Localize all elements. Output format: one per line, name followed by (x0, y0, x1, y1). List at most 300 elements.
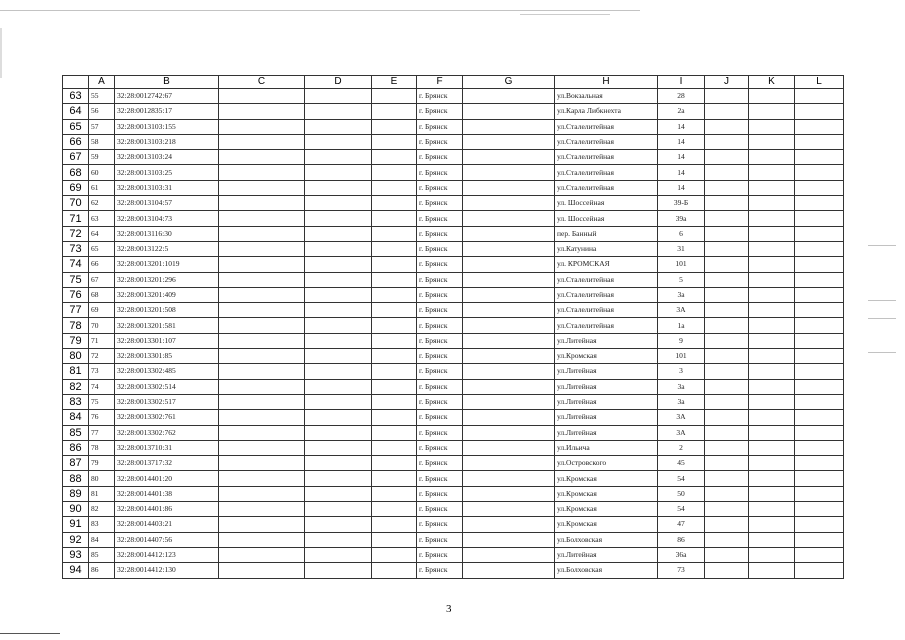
cell-k (749, 104, 795, 119)
spreadsheet-table (62, 75, 844, 579)
cell-e (372, 425, 417, 440)
cell-e (372, 394, 417, 409)
cell-a-index: 64 (89, 226, 115, 241)
cell-g (463, 364, 555, 379)
row-number: 65 (63, 119, 89, 134)
cell-g (463, 104, 555, 119)
cell-cadastral-number: 32:28:0013302:762 (115, 425, 219, 440)
column-header-row (63, 76, 844, 89)
cell-j (705, 303, 749, 318)
cell-k (749, 211, 795, 226)
cell-house-number: 50 (658, 486, 705, 501)
column-header-j: J (705, 76, 749, 89)
cell-street: ул.Литейная (555, 333, 658, 348)
cell-e (372, 226, 417, 241)
scan-artifact-mark (868, 245, 896, 246)
cell-street: ул.Кромская (555, 502, 658, 517)
cell-cadastral-number: 32:28:0013201:1019 (115, 257, 219, 272)
cell-house-number: 3А (658, 425, 705, 440)
cell-e (372, 456, 417, 471)
cell-j (705, 440, 749, 455)
cell-g (463, 318, 555, 333)
cell-a-index: 83 (89, 517, 115, 532)
cell-c (219, 517, 305, 532)
table-row (63, 563, 844, 578)
cell-e (372, 471, 417, 486)
table-row (63, 425, 844, 440)
cell-a-index: 56 (89, 104, 115, 119)
cell-a-index: 78 (89, 440, 115, 455)
cell-house-number: 2 (658, 440, 705, 455)
cell-house-number: 86 (658, 532, 705, 547)
scan-artifact-line (0, 633, 60, 634)
row-number: 80 (63, 349, 89, 364)
cell-cadastral-number: 32:28:0013717:32 (115, 456, 219, 471)
column-header-k: K (749, 76, 795, 89)
cell-j (705, 349, 749, 364)
cell-d (305, 150, 372, 165)
cell-c (219, 89, 305, 104)
cell-street: ул.Сталелитейная (555, 119, 658, 134)
cell-l (795, 333, 844, 348)
cell-cadastral-number: 32:28:0013710:31 (115, 440, 219, 455)
cell-cadastral-number: 32:28:0014401:86 (115, 502, 219, 517)
scan-artifact-line (0, 10, 640, 11)
cell-city: г. Брянск (417, 318, 463, 333)
cell-k (749, 272, 795, 287)
cell-house-number: 9 (658, 333, 705, 348)
cell-g (463, 456, 555, 471)
table-row (63, 89, 844, 104)
row-number: 85 (63, 425, 89, 440)
cell-cadastral-number: 32:28:0013301:85 (115, 349, 219, 364)
cell-l (795, 119, 844, 134)
table-row (63, 456, 844, 471)
cell-a-index: 59 (89, 150, 115, 165)
cell-l (795, 303, 844, 318)
row-number: 84 (63, 410, 89, 425)
cell-k (749, 134, 795, 149)
cell-city: г. Брянск (417, 379, 463, 394)
cell-d (305, 532, 372, 547)
cell-city: г. Брянск (417, 196, 463, 211)
cell-l (795, 563, 844, 578)
row-number: 67 (63, 150, 89, 165)
table-row (63, 104, 844, 119)
cell-city: г. Брянск (417, 333, 463, 348)
cell-k (749, 486, 795, 501)
cell-cadastral-number: 32:28:0014401:20 (115, 471, 219, 486)
cell-a-index: 65 (89, 241, 115, 256)
cell-e (372, 134, 417, 149)
cell-j (705, 180, 749, 195)
cell-g (463, 349, 555, 364)
cell-a-index: 75 (89, 394, 115, 409)
cell-city: г. Брянск (417, 165, 463, 180)
cell-street: ул.Сталелитейная (555, 165, 658, 180)
cell-c (219, 257, 305, 272)
cell-house-number: 14 (658, 150, 705, 165)
cell-k (749, 471, 795, 486)
cell-d (305, 379, 372, 394)
cell-house-number: 14 (658, 119, 705, 134)
cell-d (305, 364, 372, 379)
cell-e (372, 150, 417, 165)
cell-house-number: 101 (658, 257, 705, 272)
cell-cadastral-number: 32:28:0013103:155 (115, 119, 219, 134)
cell-l (795, 394, 844, 409)
cell-g (463, 211, 555, 226)
cell-a-index: 79 (89, 456, 115, 471)
cell-a-index: 71 (89, 333, 115, 348)
row-number: 70 (63, 196, 89, 211)
cell-street: ул.Сталелитейная (555, 150, 658, 165)
cell-a-index: 86 (89, 563, 115, 578)
cell-cadastral-number: 32:28:0013122:5 (115, 241, 219, 256)
cell-city: г. Брянск (417, 119, 463, 134)
cell-k (749, 547, 795, 562)
cell-c (219, 333, 305, 348)
cell-j (705, 394, 749, 409)
cell-street: ул.Кромская (555, 471, 658, 486)
row-number: 76 (63, 287, 89, 302)
cell-d (305, 119, 372, 134)
cell-d (305, 563, 372, 578)
cell-l (795, 150, 844, 165)
cell-k (749, 440, 795, 455)
cell-j (705, 150, 749, 165)
cell-j (705, 104, 749, 119)
cell-g (463, 241, 555, 256)
cell-e (372, 502, 417, 517)
cell-e (372, 119, 417, 134)
cell-l (795, 349, 844, 364)
scan-artifact-line (520, 14, 610, 15)
table-row (63, 303, 844, 318)
cell-k (749, 257, 795, 272)
row-number: 79 (63, 333, 89, 348)
cell-j (705, 89, 749, 104)
cell-l (795, 180, 844, 195)
table-row (63, 272, 844, 287)
cell-city: г. Брянск (417, 440, 463, 455)
cell-street: ул.Сталелитейная (555, 287, 658, 302)
cell-g (463, 502, 555, 517)
cell-house-number: 101 (658, 349, 705, 364)
cell-a-index: 60 (89, 165, 115, 180)
cell-j (705, 134, 749, 149)
cell-house-number: 6 (658, 226, 705, 241)
cell-street: ул.Карла Либкнехта (555, 104, 658, 119)
cell-cadastral-number: 32:28:0013104:57 (115, 196, 219, 211)
cell-cadastral-number: 32:28:0013302:514 (115, 379, 219, 394)
cell-a-index: 82 (89, 502, 115, 517)
cell-k (749, 196, 795, 211)
cell-k (749, 425, 795, 440)
cell-c (219, 318, 305, 333)
cell-g (463, 150, 555, 165)
row-number: 86 (63, 440, 89, 455)
cell-street: ул.Вокзальная (555, 89, 658, 104)
cell-street: ул.Литейная (555, 394, 658, 409)
cell-k (749, 119, 795, 134)
cell-g (463, 89, 555, 104)
cell-d (305, 196, 372, 211)
cell-g (463, 517, 555, 532)
cell-k (749, 532, 795, 547)
table-row (63, 471, 844, 486)
cell-c (219, 486, 305, 501)
cell-city: г. Брянск (417, 456, 463, 471)
table-row (63, 134, 844, 149)
cell-e (372, 349, 417, 364)
row-number: 89 (63, 486, 89, 501)
cell-j (705, 241, 749, 256)
cell-l (795, 410, 844, 425)
cell-l (795, 196, 844, 211)
cell-cadastral-number: 32:28:0013201:296 (115, 272, 219, 287)
cell-house-number: 5 (658, 272, 705, 287)
cell-city: г. Брянск (417, 471, 463, 486)
cell-c (219, 440, 305, 455)
cell-city: г. Брянск (417, 532, 463, 547)
cell-house-number: 3а (658, 287, 705, 302)
table-row (63, 502, 844, 517)
cell-g (463, 440, 555, 455)
cell-a-index: 85 (89, 547, 115, 562)
cell-g (463, 257, 555, 272)
cell-city: г. Брянск (417, 272, 463, 287)
cell-j (705, 532, 749, 547)
column-header-g: G (463, 76, 555, 89)
cell-a-index: 62 (89, 196, 115, 211)
cell-j (705, 379, 749, 394)
cell-a-index: 84 (89, 532, 115, 547)
cell-city: г. Брянск (417, 150, 463, 165)
cell-a-index: 55 (89, 89, 115, 104)
cell-e (372, 89, 417, 104)
cell-k (749, 180, 795, 195)
cell-e (372, 303, 417, 318)
page-number: 3 (446, 603, 452, 615)
cell-g (463, 425, 555, 440)
cell-street: ул.Литейная (555, 547, 658, 562)
cell-c (219, 165, 305, 180)
cell-street: ул. Шоссейная (555, 196, 658, 211)
cell-j (705, 287, 749, 302)
cell-g (463, 394, 555, 409)
cell-j (705, 563, 749, 578)
cell-city: г. Брянск (417, 563, 463, 578)
column-header-a: A (89, 76, 115, 89)
cell-k (749, 456, 795, 471)
cell-l (795, 104, 844, 119)
cell-g (463, 563, 555, 578)
cell-a-index: 74 (89, 379, 115, 394)
cell-street: ул.Сталелитейная (555, 180, 658, 195)
cell-street: пер. Банный (555, 226, 658, 241)
cell-c (219, 104, 305, 119)
cell-city: г. Брянск (417, 425, 463, 440)
cell-a-index: 72 (89, 349, 115, 364)
cell-d (305, 134, 372, 149)
cell-j (705, 517, 749, 532)
row-number: 94 (63, 563, 89, 578)
cell-city: г. Брянск (417, 134, 463, 149)
cell-l (795, 89, 844, 104)
cell-d (305, 394, 372, 409)
row-number: 63 (63, 89, 89, 104)
cell-house-number: 3а (658, 379, 705, 394)
cell-g (463, 333, 555, 348)
cell-house-number: 3а (658, 394, 705, 409)
cell-cadastral-number: 32:28:0013302:517 (115, 394, 219, 409)
cell-street: ул.Ильича (555, 440, 658, 455)
cell-g (463, 303, 555, 318)
cell-e (372, 410, 417, 425)
cell-c (219, 379, 305, 394)
cell-d (305, 517, 372, 532)
cell-j (705, 547, 749, 562)
cell-g (463, 226, 555, 241)
row-number: 88 (63, 471, 89, 486)
cell-e (372, 196, 417, 211)
cell-j (705, 211, 749, 226)
cell-l (795, 364, 844, 379)
cell-g (463, 471, 555, 486)
cell-city: г. Брянск (417, 287, 463, 302)
cell-c (219, 394, 305, 409)
cell-l (795, 379, 844, 394)
cell-d (305, 502, 372, 517)
table-row (63, 119, 844, 134)
cell-l (795, 226, 844, 241)
cell-e (372, 333, 417, 348)
cell-a-index: 80 (89, 471, 115, 486)
cell-g (463, 196, 555, 211)
cell-d (305, 104, 372, 119)
table-row (63, 333, 844, 348)
cell-c (219, 410, 305, 425)
cell-k (749, 150, 795, 165)
cell-k (749, 226, 795, 241)
cell-g (463, 272, 555, 287)
scan-artifact-mark (868, 300, 896, 301)
cell-d (305, 471, 372, 486)
cell-e (372, 287, 417, 302)
cell-j (705, 410, 749, 425)
table-row (63, 150, 844, 165)
cell-k (749, 563, 795, 578)
cell-c (219, 471, 305, 486)
cell-c (219, 287, 305, 302)
cell-g (463, 532, 555, 547)
cell-g (463, 119, 555, 134)
cell-l (795, 134, 844, 149)
cell-j (705, 257, 749, 272)
cell-k (749, 517, 795, 532)
cell-j (705, 486, 749, 501)
row-number: 92 (63, 532, 89, 547)
cell-d (305, 547, 372, 562)
table-row (63, 349, 844, 364)
cell-g (463, 547, 555, 562)
table-row (63, 532, 844, 547)
cell-house-number: 39-Б (658, 196, 705, 211)
row-number: 66 (63, 134, 89, 149)
cell-house-number: 2а (658, 104, 705, 119)
row-number: 69 (63, 180, 89, 195)
cell-street: ул.Сталелитейная (555, 318, 658, 333)
cell-j (705, 318, 749, 333)
cell-street: ул. Шоссейная (555, 211, 658, 226)
cell-c (219, 226, 305, 241)
cell-a-index: 68 (89, 287, 115, 302)
row-number: 78 (63, 318, 89, 333)
cell-l (795, 532, 844, 547)
cell-d (305, 303, 372, 318)
cell-house-number: 73 (658, 563, 705, 578)
cell-cadastral-number: 32:28:0013103:31 (115, 180, 219, 195)
row-number: 81 (63, 364, 89, 379)
scan-artifact-mark (0, 28, 2, 78)
cell-city: г. Брянск (417, 547, 463, 562)
cell-g (463, 410, 555, 425)
cell-a-index: 69 (89, 303, 115, 318)
cell-d (305, 287, 372, 302)
cell-street: ул.Болховская (555, 563, 658, 578)
cell-k (749, 502, 795, 517)
cell-street: ул.Сталелитейная (555, 303, 658, 318)
row-number: 87 (63, 456, 89, 471)
cell-c (219, 364, 305, 379)
cell-l (795, 502, 844, 517)
cell-c (219, 241, 305, 256)
cell-e (372, 563, 417, 578)
cell-city: г. Брянск (417, 89, 463, 104)
cell-street: ул.Сталелитейная (555, 134, 658, 149)
table-row (63, 211, 844, 226)
cell-c (219, 134, 305, 149)
cell-house-number: 3А (658, 410, 705, 425)
table-row (63, 547, 844, 562)
cell-j (705, 272, 749, 287)
cell-e (372, 241, 417, 256)
table-row (63, 226, 844, 241)
cell-l (795, 211, 844, 226)
cell-k (749, 364, 795, 379)
cell-d (305, 486, 372, 501)
cell-e (372, 517, 417, 532)
cell-cadastral-number: 32:28:0013302:761 (115, 410, 219, 425)
cell-d (305, 349, 372, 364)
cell-city: г. Брянск (417, 257, 463, 272)
cell-c (219, 119, 305, 134)
cell-c (219, 456, 305, 471)
cell-k (749, 333, 795, 348)
cell-street: ул.Болховская (555, 532, 658, 547)
table-body (63, 89, 844, 579)
cell-a-index: 77 (89, 425, 115, 440)
cell-house-number: 14 (658, 134, 705, 149)
cell-cadastral-number: 32:28:0014401:38 (115, 486, 219, 501)
column-header-b: B (115, 76, 219, 89)
table-row (63, 196, 844, 211)
table-row (63, 394, 844, 409)
cell-a-index: 70 (89, 318, 115, 333)
cell-e (372, 257, 417, 272)
cell-l (795, 517, 844, 532)
